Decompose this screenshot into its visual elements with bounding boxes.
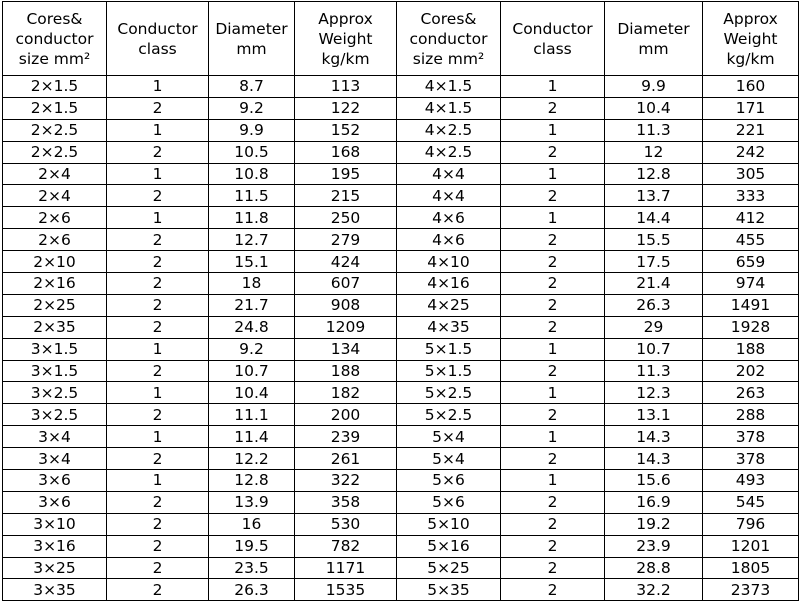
weight-cell: 122 xyxy=(295,97,397,119)
cores-size-cell: 4×2.5 xyxy=(397,141,501,163)
conductor-class-cell: 2 xyxy=(107,448,209,470)
conductor-class-cell: 2 xyxy=(107,513,209,535)
cores-size-cell: 5×1.5 xyxy=(397,360,501,382)
weight-cell: 378 xyxy=(703,426,799,448)
table-body xyxy=(3,76,799,601)
table-row xyxy=(3,426,799,448)
cores-size-cell: 4×6 xyxy=(397,207,501,229)
table-row xyxy=(3,229,799,251)
header-line: conductor xyxy=(15,29,94,48)
table-row xyxy=(3,491,799,513)
cores-size-cell: 4×1.5 xyxy=(397,76,501,98)
conductor-class-cell: 2 xyxy=(501,294,605,316)
cores-size-cell: 2×1.5 xyxy=(3,97,107,119)
weight-cell: 424 xyxy=(295,251,397,273)
conductor-class-cell: 1 xyxy=(501,426,605,448)
conductor-class-cell: 2 xyxy=(107,185,209,207)
cores-size-cell: 2×1.5 xyxy=(3,76,107,98)
weight-cell: 288 xyxy=(703,404,799,426)
weight-cell: 221 xyxy=(703,119,799,141)
conductor-class-cell: 2 xyxy=(107,360,209,382)
weight-cell: 1805 xyxy=(703,557,799,579)
weight-cell: 215 xyxy=(295,185,397,207)
table-row xyxy=(3,338,799,360)
diameter-cell: 29 xyxy=(605,316,703,338)
table-row xyxy=(3,535,799,557)
diameter-cell: 15.6 xyxy=(605,470,703,492)
conductor-class-cell: 2 xyxy=(501,316,605,338)
conductor-class-cell: 2 xyxy=(501,579,605,601)
cores-size-cell: 5×6 xyxy=(397,470,501,492)
weight-cell: 908 xyxy=(295,294,397,316)
conductor-class-cell: 2 xyxy=(501,97,605,119)
weight-cell: 171 xyxy=(703,97,799,119)
cores-size-cell: 2×4 xyxy=(3,163,107,185)
weight-cell: 113 xyxy=(295,76,397,98)
conductor-class-cell: 1 xyxy=(501,382,605,404)
conductor-class-cell: 2 xyxy=(501,557,605,579)
cores-size-cell: 4×6 xyxy=(397,229,501,251)
cable-spec-table xyxy=(2,1,799,601)
table-row xyxy=(3,119,799,141)
weight-cell: 239 xyxy=(295,426,397,448)
conductor-class-cell: 1 xyxy=(107,163,209,185)
diameter-cell: 15.5 xyxy=(605,229,703,251)
table-row xyxy=(3,251,799,273)
diameter-cell: 12.8 xyxy=(605,163,703,185)
conductor-class-cell: 2 xyxy=(501,185,605,207)
cores-size-cell: 2×25 xyxy=(3,294,107,316)
conductor-class-cell: 2 xyxy=(501,513,605,535)
diameter-cell: 11.3 xyxy=(605,119,703,141)
conductor-class-cell: 1 xyxy=(107,382,209,404)
table-row xyxy=(3,404,799,426)
diameter-cell: 8.7 xyxy=(209,76,295,98)
conductor-class-cell: 2 xyxy=(107,273,209,295)
weight-cell: 200 xyxy=(295,404,397,426)
header-line: Weight xyxy=(318,29,373,48)
diameter-cell: 14.4 xyxy=(605,207,703,229)
conductor-class-cell: 2 xyxy=(107,557,209,579)
cores-size-cell: 3×16 xyxy=(3,535,107,557)
weight-cell: 974 xyxy=(703,273,799,295)
conductor-class-cell: 2 xyxy=(107,229,209,251)
cores-size-cell: 5×2.5 xyxy=(397,382,501,404)
diameter-cell: 15.1 xyxy=(209,251,295,273)
conductor-class-cell: 1 xyxy=(501,163,605,185)
cores-size-cell: 5×2.5 xyxy=(397,404,501,426)
header-line: size mm² xyxy=(412,49,485,68)
header-line: Cores& xyxy=(420,9,477,28)
table-row xyxy=(3,579,799,601)
conductor-class-cell: 2 xyxy=(501,229,605,251)
weight-cell: 261 xyxy=(295,448,397,470)
conductor-class-cell: 2 xyxy=(501,404,605,426)
conductor-class-cell: 2 xyxy=(501,251,605,273)
table-row xyxy=(3,163,799,185)
conductor-class-cell: 1 xyxy=(107,76,209,98)
conductor-class-cell: 2 xyxy=(501,141,605,163)
conductor-class-cell: 1 xyxy=(501,76,605,98)
cores-size-cell: 5×1.5 xyxy=(397,338,501,360)
header-line: kg/km xyxy=(321,49,370,68)
cores-size-cell: 2×6 xyxy=(3,229,107,251)
cores-size-cell: 3×35 xyxy=(3,579,107,601)
conductor-class-cell: 1 xyxy=(501,119,605,141)
conductor-class-cell: 1 xyxy=(107,338,209,360)
table-row xyxy=(3,360,799,382)
diameter-cell: 19.5 xyxy=(209,535,295,557)
conductor-class-cell: 1 xyxy=(107,470,209,492)
cores-size-cell: 4×35 xyxy=(397,316,501,338)
cores-size-cell: 5×6 xyxy=(397,491,501,513)
diameter-cell: 13.7 xyxy=(605,185,703,207)
cores-size-cell: 4×10 xyxy=(397,251,501,273)
header-cores-size-right xyxy=(397,2,501,76)
cores-size-cell: 5×25 xyxy=(397,557,501,579)
table-row xyxy=(3,557,799,579)
conductor-class-cell: 2 xyxy=(107,97,209,119)
weight-cell: 333 xyxy=(703,185,799,207)
conductor-class-cell: 1 xyxy=(501,470,605,492)
diameter-cell: 9.2 xyxy=(209,97,295,119)
diameter-cell: 10.8 xyxy=(209,163,295,185)
table-row xyxy=(3,273,799,295)
weight-cell: 195 xyxy=(295,163,397,185)
weight-cell: 188 xyxy=(703,338,799,360)
diameter-cell: 9.9 xyxy=(605,76,703,98)
weight-cell: 305 xyxy=(703,163,799,185)
diameter-cell: 13.9 xyxy=(209,491,295,513)
cores-size-cell: 2×35 xyxy=(3,316,107,338)
weight-cell: 1928 xyxy=(703,316,799,338)
cores-size-cell: 4×16 xyxy=(397,273,501,295)
header-diameter-left xyxy=(209,2,295,76)
cores-size-cell: 2×10 xyxy=(3,251,107,273)
weight-cell: 168 xyxy=(295,141,397,163)
diameter-cell: 12.2 xyxy=(209,448,295,470)
header-line: mm xyxy=(638,39,669,58)
weight-cell: 1209 xyxy=(295,316,397,338)
weight-cell: 322 xyxy=(295,470,397,492)
header-line: Approx xyxy=(723,9,778,28)
cores-size-cell: 3×2.5 xyxy=(3,382,107,404)
conductor-class-cell: 2 xyxy=(107,579,209,601)
conductor-class-cell: 2 xyxy=(501,448,605,470)
conductor-class-cell: 2 xyxy=(501,535,605,557)
header-conductor-class-right xyxy=(501,2,605,76)
diameter-cell: 11.8 xyxy=(209,207,295,229)
cores-size-cell: 5×35 xyxy=(397,579,501,601)
diameter-cell: 23.9 xyxy=(605,535,703,557)
conductor-class-cell: 2 xyxy=(107,316,209,338)
header-line: Cores& xyxy=(26,9,83,28)
weight-cell: 2373 xyxy=(703,579,799,601)
header-line: Diameter xyxy=(617,19,690,38)
cores-size-cell: 4×4 xyxy=(397,185,501,207)
diameter-cell: 23.5 xyxy=(209,557,295,579)
diameter-cell: 10.7 xyxy=(605,338,703,360)
conductor-class-cell: 2 xyxy=(107,491,209,513)
diameter-cell: 19.2 xyxy=(605,513,703,535)
table-row xyxy=(3,513,799,535)
cores-size-cell: 5×10 xyxy=(397,513,501,535)
header-line: Conductor xyxy=(512,19,593,38)
diameter-cell: 14.3 xyxy=(605,448,703,470)
header-weight-right xyxy=(703,2,799,76)
weight-cell: 134 xyxy=(295,338,397,360)
weight-cell: 1201 xyxy=(703,535,799,557)
weight-cell: 160 xyxy=(703,76,799,98)
weight-cell: 455 xyxy=(703,229,799,251)
weight-cell: 412 xyxy=(703,207,799,229)
cores-size-cell: 5×4 xyxy=(397,426,501,448)
header-weight-left xyxy=(295,2,397,76)
header-line: Weight xyxy=(723,29,778,48)
weight-cell: 493 xyxy=(703,470,799,492)
diameter-cell: 9.9 xyxy=(209,119,295,141)
cores-size-cell: 3×10 xyxy=(3,513,107,535)
cores-size-cell: 4×25 xyxy=(397,294,501,316)
weight-cell: 250 xyxy=(295,207,397,229)
header-line: Conductor xyxy=(117,19,198,38)
table-row xyxy=(3,294,799,316)
weight-cell: 545 xyxy=(703,491,799,513)
diameter-cell: 11.1 xyxy=(209,404,295,426)
cores-size-cell: 2×16 xyxy=(3,273,107,295)
header-cores-size-left xyxy=(3,2,107,76)
diameter-cell: 13.1 xyxy=(605,404,703,426)
table-row xyxy=(3,470,799,492)
table-row xyxy=(3,141,799,163)
header-diameter-right xyxy=(605,2,703,76)
diameter-cell: 10.4 xyxy=(209,382,295,404)
cores-size-cell: 2×6 xyxy=(3,207,107,229)
weight-cell: 378 xyxy=(703,448,799,470)
table-row xyxy=(3,448,799,470)
diameter-cell: 24.8 xyxy=(209,316,295,338)
diameter-cell: 12 xyxy=(605,141,703,163)
weight-cell: 1171 xyxy=(295,557,397,579)
diameter-cell: 18 xyxy=(209,273,295,295)
conductor-class-cell: 1 xyxy=(107,426,209,448)
cores-size-cell: 3×4 xyxy=(3,448,107,470)
cores-size-cell: 3×1.5 xyxy=(3,360,107,382)
conductor-class-cell: 2 xyxy=(107,294,209,316)
weight-cell: 152 xyxy=(295,119,397,141)
weight-cell: 279 xyxy=(295,229,397,251)
header-line: Approx xyxy=(318,9,373,28)
conductor-class-cell: 2 xyxy=(501,360,605,382)
conductor-class-cell: 2 xyxy=(501,491,605,513)
weight-cell: 1491 xyxy=(703,294,799,316)
table-row xyxy=(3,382,799,404)
weight-cell: 242 xyxy=(703,141,799,163)
header-row xyxy=(3,2,799,76)
diameter-cell: 10.7 xyxy=(209,360,295,382)
diameter-cell: 12.7 xyxy=(209,229,295,251)
cores-size-cell: 2×4 xyxy=(3,185,107,207)
cores-size-cell: 5×16 xyxy=(397,535,501,557)
table-row xyxy=(3,185,799,207)
header-line: kg/km xyxy=(726,49,775,68)
header-line: class xyxy=(138,39,177,58)
diameter-cell: 10.5 xyxy=(209,141,295,163)
header-line: size mm² xyxy=(18,49,91,68)
conductor-class-cell: 2 xyxy=(107,251,209,273)
diameter-cell: 11.5 xyxy=(209,185,295,207)
cores-size-cell: 5×4 xyxy=(397,448,501,470)
diameter-cell: 12.8 xyxy=(209,470,295,492)
conductor-class-cell: 1 xyxy=(501,338,605,360)
weight-cell: 202 xyxy=(703,360,799,382)
header-line: Diameter xyxy=(215,19,288,38)
diameter-cell: 16 xyxy=(209,513,295,535)
diameter-cell: 9.2 xyxy=(209,338,295,360)
diameter-cell: 14.3 xyxy=(605,426,703,448)
diameter-cell: 11.3 xyxy=(605,360,703,382)
table-row xyxy=(3,316,799,338)
weight-cell: 659 xyxy=(703,251,799,273)
header-line: conductor xyxy=(409,29,488,48)
diameter-cell: 26.3 xyxy=(209,579,295,601)
weight-cell: 782 xyxy=(295,535,397,557)
table-row xyxy=(3,97,799,119)
weight-cell: 358 xyxy=(295,491,397,513)
diameter-cell: 32.2 xyxy=(605,579,703,601)
weight-cell: 796 xyxy=(703,513,799,535)
conductor-class-cell: 2 xyxy=(107,404,209,426)
conductor-class-cell: 2 xyxy=(501,273,605,295)
conductor-class-cell: 1 xyxy=(501,207,605,229)
diameter-cell: 28.8 xyxy=(605,557,703,579)
diameter-cell: 17.5 xyxy=(605,251,703,273)
cores-size-cell: 3×6 xyxy=(3,491,107,513)
diameter-cell: 12.3 xyxy=(605,382,703,404)
weight-cell: 263 xyxy=(703,382,799,404)
diameter-cell: 16.9 xyxy=(605,491,703,513)
conductor-class-cell: 2 xyxy=(107,535,209,557)
cores-size-cell: 3×25 xyxy=(3,557,107,579)
conductor-class-cell: 1 xyxy=(107,119,209,141)
table-row xyxy=(3,207,799,229)
cores-size-cell: 3×2.5 xyxy=(3,404,107,426)
conductor-class-cell: 1 xyxy=(107,207,209,229)
cores-size-cell: 4×2.5 xyxy=(397,119,501,141)
cores-size-cell: 3×6 xyxy=(3,470,107,492)
cores-size-cell: 4×4 xyxy=(397,163,501,185)
diameter-cell: 21.4 xyxy=(605,273,703,295)
cores-size-cell: 2×2.5 xyxy=(3,141,107,163)
weight-cell: 530 xyxy=(295,513,397,535)
cores-size-cell: 4×1.5 xyxy=(397,97,501,119)
cores-size-cell: 3×1.5 xyxy=(3,338,107,360)
weight-cell: 1535 xyxy=(295,579,397,601)
conductor-class-cell: 2 xyxy=(107,141,209,163)
diameter-cell: 10.4 xyxy=(605,97,703,119)
cores-size-cell: 2×2.5 xyxy=(3,119,107,141)
header-conductor-class-left xyxy=(107,2,209,76)
diameter-cell: 21.7 xyxy=(209,294,295,316)
table-row xyxy=(3,76,799,98)
weight-cell: 182 xyxy=(295,382,397,404)
header-line: mm xyxy=(236,39,267,58)
weight-cell: 188 xyxy=(295,360,397,382)
diameter-cell: 26.3 xyxy=(605,294,703,316)
header-line: class xyxy=(533,39,572,58)
weight-cell: 607 xyxy=(295,273,397,295)
cores-size-cell: 3×4 xyxy=(3,426,107,448)
diameter-cell: 11.4 xyxy=(209,426,295,448)
